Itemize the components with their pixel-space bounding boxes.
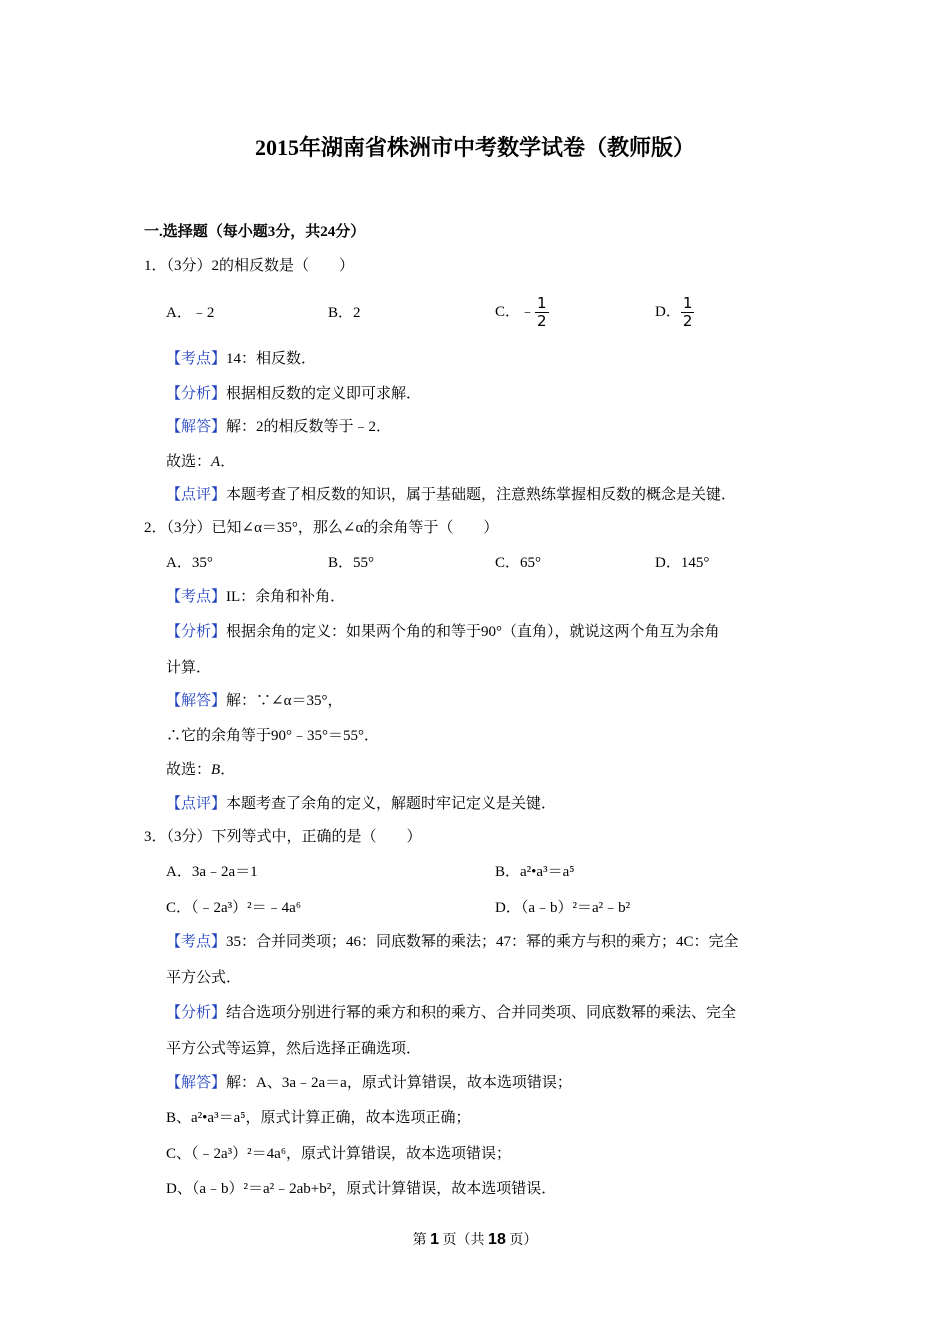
fraction-one-half: $\frac{1}{2}$ xyxy=(537,294,547,330)
q3-kaodian-cont: 平方公式． xyxy=(166,970,242,986)
q3-kaodian: 【考点】35：合并同类项；46：同底数幂的乘法；47：幂的乘方与积的乘方；4C：完全 xyxy=(166,934,739,950)
q1-answer: 故选：A． xyxy=(166,454,236,470)
q3-fenxi: 【分析】结合选项分别进行幂的乘方和积的乘方、合并同类项、同底数幂的乘法、完全 xyxy=(166,1005,737,1021)
q3-option-d: D．（a﹣b）²＝a²﹣b² xyxy=(495,900,631,916)
q1-jieda: 【解答】解：2的相反数等于﹣2． xyxy=(166,419,392,435)
question-1-stem: 1．（3分）2的相反数是（ ） xyxy=(144,258,355,274)
q3-option-c: C．（﹣2a³）²＝﹣4a⁶ xyxy=(166,900,302,916)
q1-option-c-sign: ﹣ xyxy=(520,303,536,320)
q2-answer: 故选：B． xyxy=(166,762,236,778)
q2-fenxi-cont: 计算． xyxy=(166,660,212,676)
q2-option-d: D．145° xyxy=(655,555,710,571)
q3-solution-c: C、（﹣2a³）²＝4a⁶，原式计算错误，故本选项错误； xyxy=(166,1146,512,1162)
q2-solution-line: ∴它的余角等于90°﹣35°＝55°． xyxy=(166,728,379,744)
q2-jieda: 【解答】解：∵∠α＝35°， xyxy=(166,693,343,709)
q2-fenxi: 【分析】根据余角的定义：如果两个角的和等于90°（直角），就说这两个角互为余角 xyxy=(166,624,720,640)
page-total: 18 xyxy=(488,1231,506,1248)
q3-fenxi-cont: 平方公式等运算，然后选择正确选项． xyxy=(166,1041,422,1057)
q1-option-b: B．2 xyxy=(328,305,361,321)
question-2-stem: 2．（3分）已知∠α＝35°，那么∠α的余角等于（ ） xyxy=(144,520,499,536)
question-3-stem: 3．（3分）下列等式中，正确的是（ ） xyxy=(144,829,422,845)
q1-option-a: A．﹣2 xyxy=(166,305,215,321)
q2-option-b: B．55° xyxy=(328,555,375,571)
q2-option-a: A．35° xyxy=(166,555,213,571)
q2-option-c: C．65° xyxy=(495,555,542,571)
q2-dianping: 【点评】本题考查了余角的定义，解题时牢记定义是关键． xyxy=(166,796,557,812)
q3-solution-b: B、a²•a³＝a⁵，原式计算正确，故本选项正确； xyxy=(166,1110,471,1126)
page-title: 2015年湖南省株洲市中考数学试卷（教师版） xyxy=(254,135,695,160)
fraction-one-half: $\frac{1}{2}$ xyxy=(682,294,693,330)
q2-kaodian: 【考点】IL：余角和补角． xyxy=(166,589,346,605)
page-number: 1 xyxy=(430,1231,440,1248)
q1-option-c xyxy=(495,296,549,329)
q1-option-d-label: D． xyxy=(655,303,681,320)
q3-option-b: B．a²•a³＝a⁵ xyxy=(495,864,575,880)
page-footer: 第 1 页（共 18 页） xyxy=(412,1231,538,1248)
q1-kaodian: 【考点】14：相反数． xyxy=(166,351,317,367)
q1-fenxi: 【分析】根据相反数的定义即可求解． xyxy=(166,386,422,402)
q1-option-c-label: C． xyxy=(495,303,521,320)
section-heading: 一.选择题（每小题3分，共24分） xyxy=(144,224,366,240)
q1-option-d xyxy=(655,296,694,329)
q3-jieda: 【解答】解：A、3a﹣2a＝a，原式计算错误，故本选项错误； xyxy=(166,1075,572,1091)
q1-dianping: 【点评】本题考查了相反数的知识，属于基础题，注意熟练掌握相反数的概念是关键． xyxy=(166,487,737,503)
q3-solution-d: D、（a﹣b）²＝a²﹣2ab+b²，原式计算错误，故本选项错误． xyxy=(166,1181,557,1197)
q3-option-a: A．3a﹣2a＝1 xyxy=(166,864,258,880)
